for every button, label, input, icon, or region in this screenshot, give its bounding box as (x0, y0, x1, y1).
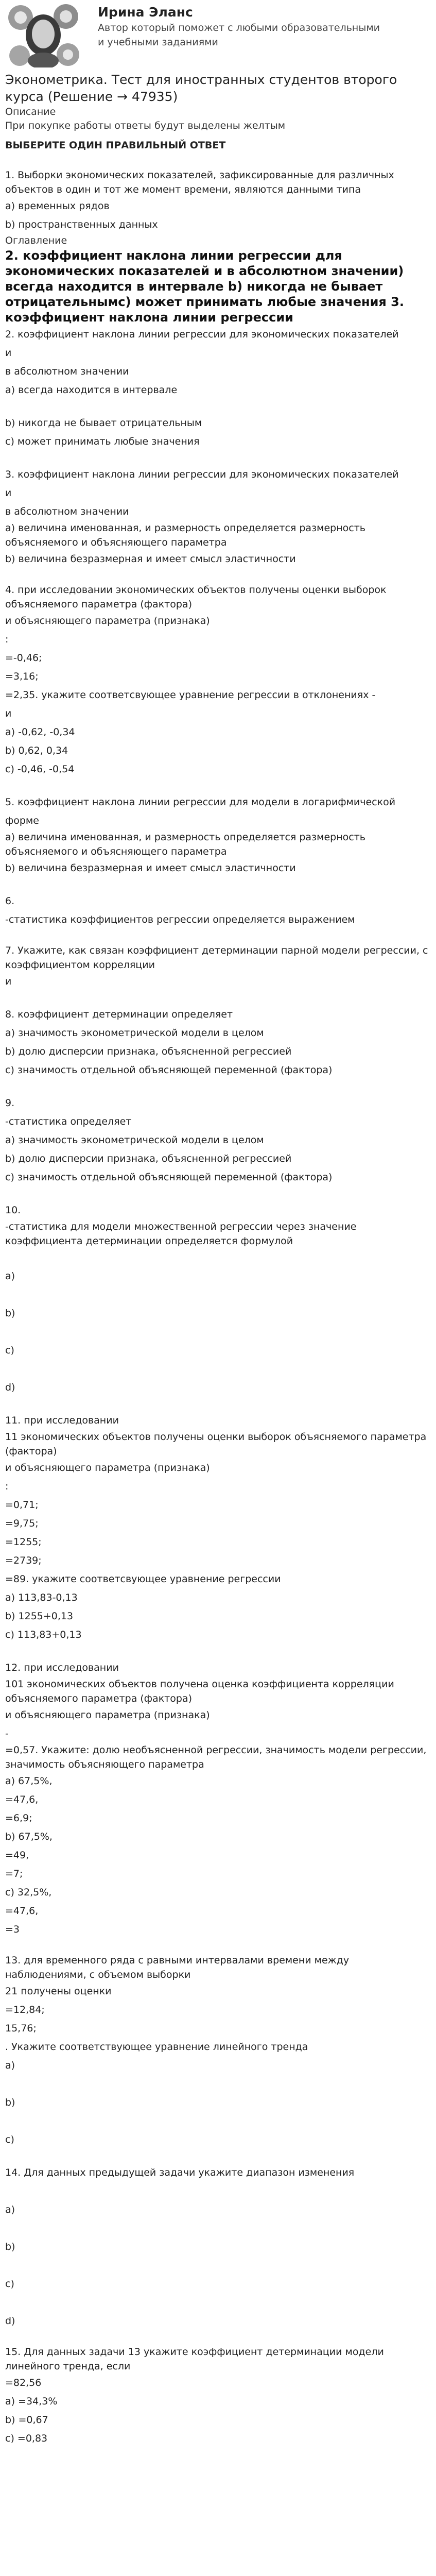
question-text-line: в абсолютном значении (5, 366, 129, 377)
given-value: =0,71; (5, 1499, 39, 1511)
question-9-text: -статистика определяет (5, 1116, 132, 1127)
author-info (98, 3, 386, 49)
question-text-line: 101 экономических объектов получена оценка коэффициента корреляции объясняемого параметра (фактора) (5, 1679, 394, 1704)
description-label: Описание (5, 106, 56, 117)
answer-option: с) может принимать любые значения (5, 436, 200, 447)
question-text-line: и (5, 347, 12, 359)
answer-option-value: =7; (5, 1868, 23, 1879)
answer-option: b) величина безразмерная и имеет смысл эластичности (5, 553, 296, 565)
question-text-line: и (5, 976, 12, 987)
question-text-line: 11 экономических объектов получены оценки выборок объясняемого параметра (фактора) (5, 1431, 427, 1457)
answer-option: а) величина именованная, и размерность определяется размерность объясняемого и объясняющего параметра (5, 522, 366, 548)
question-1-text: 1. Выборки экономических показателей, зафиксированные для различных объектов в один и тот же момент времени, являются данными типа (5, 170, 394, 195)
answer-option-value: =6,9; (5, 1812, 32, 1824)
question-text-line: и (5, 708, 12, 719)
given-value: =82,56 (5, 2377, 42, 2388)
given-value: =12,84; (5, 2004, 45, 2015)
answer-option: а) (5, 2060, 15, 2071)
toc-heading[interactable]: 2. коэффициент наклона линии регрессии для экономических показателей и в абсолютном значении) всегда находится в интервале b) никогда не бывает отрицательнымс) может принимать любые значения 3. коэффициент наклона линии регрессии (5, 248, 404, 325)
question-6-number: 6. (5, 895, 15, 907)
question-3-text: 3. коэффициент наклона линии регрессии для экономических показателей (5, 469, 399, 480)
question-text-line: - (5, 1728, 9, 1739)
answer-option-value: =49, (5, 1850, 29, 1861)
answer-option: b) (5, 2241, 15, 2252)
question-8-text: 8. коэффициент детерминации определяет (5, 1009, 233, 1020)
answer-option: а) -0,62, -0,34 (5, 726, 75, 738)
author-avatar-photo[interactable] (5, 3, 82, 67)
question-4-text: 4. при исследовании экономических объектов получены оценки выборок объясняемого параметра (фактора) (5, 584, 387, 610)
answer-option-value: =47,6, (5, 1794, 39, 1805)
given-value: =-0,46; (5, 652, 42, 664)
given-value: =3,16; (5, 671, 39, 682)
given-value: =2,35. укажите соответсвующее уравнение регрессии в отклонениях - (5, 689, 376, 701)
question-14-text: 14. Для данных предыдущей задачи укажите диапазон изменения (5, 2167, 355, 2178)
question-15-text: 15. Для данных задачи 13 укажите коэффициент детерминации модели линейного тренда, если (5, 2346, 384, 2372)
answer-option: b) 1255+0,13 (5, 1611, 74, 1622)
answer-option: b) никогда не бывает отрицательным (5, 417, 202, 429)
author-name[interactable]: Ирина Эланс (98, 5, 193, 20)
question-text-line: : (5, 634, 9, 645)
description-text: При покупке работы ответы будут выделены желтым (5, 120, 286, 131)
answer-option: с) значимость отдельной объясняющей переменной (фактора) (5, 1064, 333, 1076)
answer-option: b) 0,62, 0,34 (5, 745, 68, 756)
answer-option: с) (5, 2278, 14, 2290)
answer-option: b) (5, 1308, 15, 1319)
instruction-heading: ВЫБЕРИТЕ ОДИН ПРАВИЛЬНЫЙ ОТВЕТ (5, 140, 226, 151)
question-2-text: 2. коэффициент наклона линии регрессии для экономических показателей (5, 329, 399, 340)
question-10-text: -статистика для модели множественной регрессии через значение коэффициента детерминации определяется формулой (5, 1221, 357, 1247)
answer-option: с) =0,83 (5, 2433, 48, 2444)
answer-option: с) (5, 2134, 14, 2145)
answer-option: а) (5, 2204, 15, 2215)
question-text-line: =0,57. Укажите: долю необъясненной регрессии, значимость модели регрессии, значимость объясняющего параметра (5, 1744, 427, 1770)
answer-option: а) значимость эконометрической модели в целом (5, 1134, 264, 1146)
given-value: . Укажите соответствующее уравнение линейного тренда (5, 2041, 308, 2053)
answer-option: b) (5, 2097, 15, 2108)
answer-option: с) -0,46, -0,54 (5, 764, 75, 775)
given-value: =2739; (5, 1555, 42, 1566)
question-7-text: 7. Укажите, как связан коэффициент детерминации парной модели регрессии, с коэффициентом корреляции (5, 945, 428, 971)
question-text-line: и (5, 487, 12, 499)
author-card (5, 3, 431, 70)
answer-option: а) временных рядов (5, 200, 110, 212)
answer-option: b) =0,67 (5, 2414, 48, 2426)
answer-option: с) (5, 1345, 14, 1356)
answer-option: а) величина именованная, и размерность определяется размерность объясняемого и объясняющего параметра (5, 832, 366, 857)
question-5-text: 5. коэффициент наклона линии регрессии для модели в логарифмической форме (5, 796, 396, 826)
question-12-text: 12. при исследовании (5, 1662, 119, 1673)
question-text-line: : (5, 1481, 9, 1492)
answer-option: а) 113,83-0,13 (5, 1592, 78, 1603)
question-6-text: -статистика коэффициентов регрессии определяется выражением (5, 914, 355, 925)
answer-option: b) долю дисперсии признака, объясненной регрессией (5, 1046, 292, 1057)
answer-option: b) долю дисперсии признака, объясненной регрессией (5, 1153, 292, 1164)
question-text-line: в абсолютном значении (5, 506, 129, 517)
question-10-number: 10. (5, 1205, 21, 1216)
toc-label: Оглавление (5, 235, 67, 246)
question-13-text: 13. для временного ряда с равными интервалами времени между наблюдениями, с объемом выборки (5, 1955, 350, 1980)
answer-option: с) 113,83+0,13 (5, 1629, 82, 1640)
answer-option: с) значимость отдельной объясняющей переменной (фактора) (5, 1172, 333, 1183)
work-title: Эконометрика. Тест для иностранных студентов второго курса (Решение → 47935) (5, 72, 397, 104)
answer-option: d) (5, 1382, 15, 1393)
answer-option: b) пространственных данных (5, 219, 158, 230)
given-value: =9,75; (5, 1518, 39, 1529)
given-value: =89. укажите соответсвующее уравнение регрессии (5, 1573, 281, 1585)
given-value: =1255; (5, 1536, 42, 1548)
answer-option: b) 67,5%, (5, 1831, 53, 1842)
question-9-number: 9. (5, 1097, 15, 1109)
question-text-line: и объясняющего параметра (признака) (5, 615, 210, 626)
answer-option: а) всегда находится в интервале (5, 384, 178, 396)
question-text-line: и объясняющего параметра (признака) (5, 1462, 210, 1473)
author-description: Автор который поможет с любыми образовательными и учебными заданиями (98, 22, 380, 48)
answer-option: а) (5, 1270, 15, 1282)
answer-option: b) величина безразмерная и имеет смысл эластичности (5, 862, 296, 874)
answer-option: с) 32,5%, (5, 1887, 52, 1898)
answer-option: а) значимость эконометрической модели в целом (5, 1027, 264, 1039)
answer-option: d) (5, 2315, 15, 2327)
question-text-line: 21 получены оценки (5, 1986, 112, 1997)
answer-option-value: =47,6, (5, 1905, 39, 1917)
answer-option: а) 67,5%, (5, 1775, 53, 1787)
question-text-line: и объясняющего параметра (признака) (5, 1709, 210, 1721)
answer-option-value: =3 (5, 1924, 20, 1935)
given-value: 15,76; (5, 2023, 37, 2034)
answer-option: а) =34,3% (5, 2396, 58, 2407)
question-11-text: 11. при исследовании (5, 1415, 119, 1426)
